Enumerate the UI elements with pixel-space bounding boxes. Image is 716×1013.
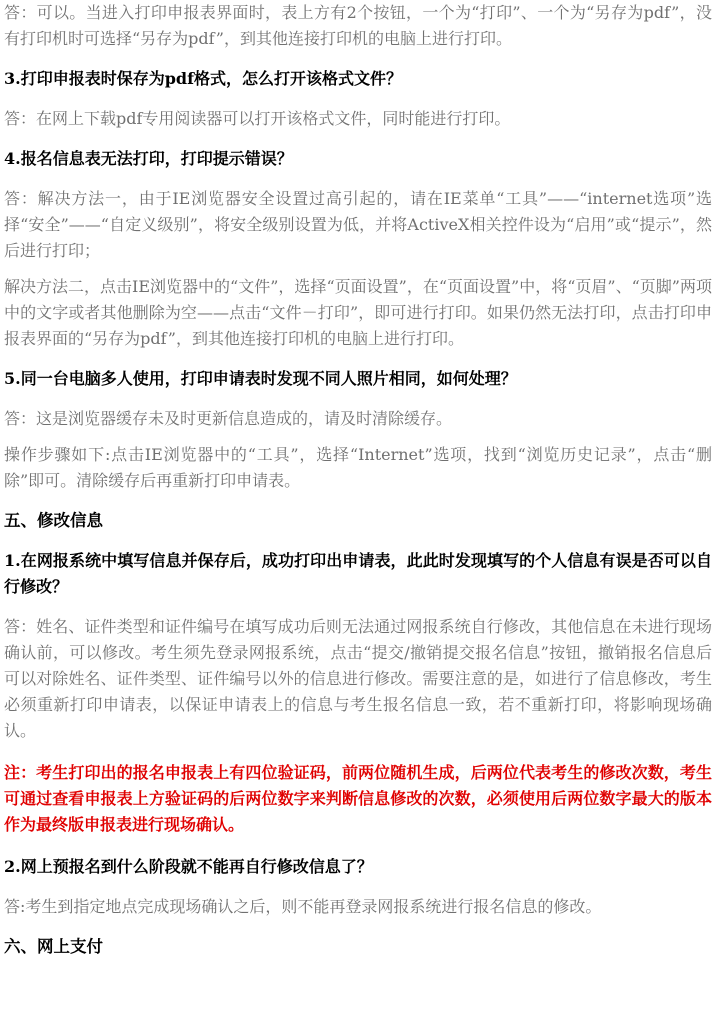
answer-5-steps: 操作步骤如下:点击IE浏览器中的“工具”，选择“Internet”选项，找到“浏览历史记录”，点击“删除”即可。清除缓存后再重新打印申请表。	[4, 445, 712, 490]
verification-code-note: 注：考生打印出的报名申报表上有四位验证码，前两位随机生成，后两位代表考生的修改次数，考生可通过查看申报表上方验证码的后两位数字来判断信息修改的次数，必须使用后两位数字最大的版本作为最终版申报表进行现场确认。	[4, 763, 712, 834]
answer-4-method-2: 解决方法二，点击IE浏览器中的“文件”，选择“页面设置”，在“页面设置”中，将“页眉”、“页脚”两项中的文字或者其他删除为空——点击“文件－打印”，即可进行打印。如果仍然无法打印，点击打印申报表界面的“另存为pdf”，到其他连接打印机的电脑上进行打印。	[4, 277, 712, 348]
document-page	[4, 0, 712, 960]
question-5: 5.同一台电脑多人使用，打印申请表时发现不同人照片相同，如何处理？	[4, 369, 517, 388]
answer-4-method-1: 答：解决方法一，由于IE浏览器安全设置过高引起的，请在IE菜单“工具”——“internet选项”选择“安全”——“自定义级别”，将安全级别设置为低，并将ActiveX相关控件设为“启用”或“提示”，然后进行打印；	[4, 189, 712, 260]
question-modify-1: 1.在网报系统中填写信息并保存后，成功打印出申请表，此此时发现填写的个人信息有误是否可以自行修改？	[4, 551, 712, 596]
section-5-heading: 五、修改信息	[4, 511, 103, 530]
answer-3: 答：在网上下载pdf专用阅读器可以打开该格式文件，同时能进行打印。	[4, 109, 511, 128]
question-modify-2: 2.网上预报名到什么阶段就不能再自行修改信息了？	[4, 857, 373, 876]
question-3: 3.打印申报表时保存为pdf格式，怎么打开该格式文件？	[4, 69, 402, 88]
answer-print-pdf: 答：可以。当进入打印申报表界面时，表上方有2个按钮，一个为“打印”、一个为“另存为pdf”，没有打印机时可选择“另存为pdf”，到其他连接打印机的电脑上进行打印。	[4, 3, 712, 48]
answer-modify-1: 答：姓名、证件类型和证件编号在填写成功后则无法通过网报系统自行修改，其他信息在未进行现场确认前，可以修改。考生须先登录网报系统，点击“提交/撤销提交报名信息”按钮，撤销报名信息后可以对除姓名、证件类型、证件编号以外的信息进行修改。需要注意的是，如进行了信息修改，考生必须重新打印申请表，以保证申请表上的信息与考生报名信息一致，若不重新打印，将影响现场确认。	[4, 617, 712, 740]
section-6-heading: 六、网上支付	[4, 937, 103, 956]
answer-modify-2: 答:考生到指定地点完成现场确认之后，则不能再登录网报系统进行报名信息的修改。	[4, 897, 602, 916]
question-4: 4.报名信息表无法打印，打印提示错误？	[4, 149, 293, 168]
answer-5: 答：这是浏览器缓存未及时更新信息造成的，请及时清除缓存。	[4, 409, 453, 428]
